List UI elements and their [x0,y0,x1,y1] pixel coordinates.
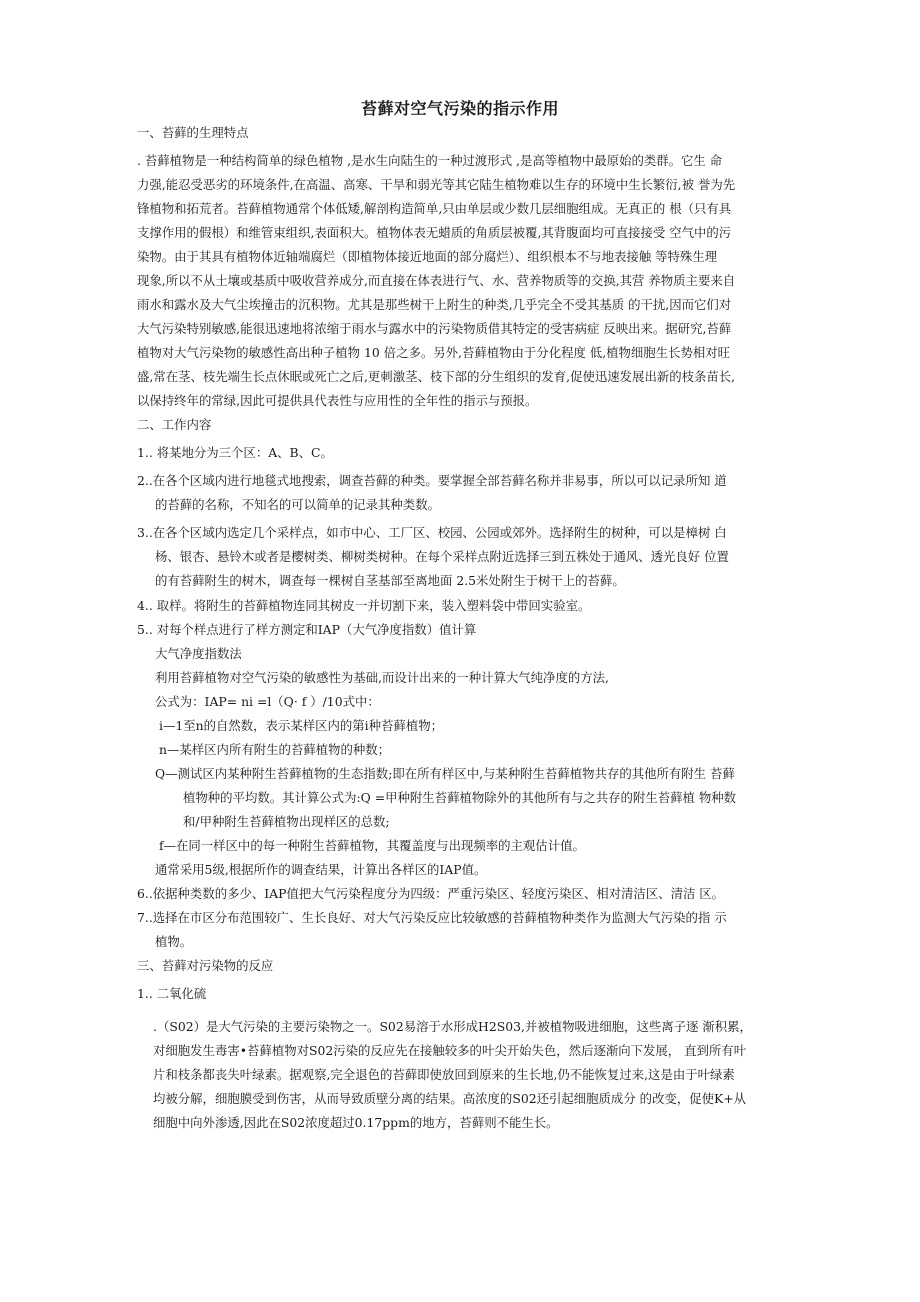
definition-line: n—某样区内所有附生的苔藓植物的种数； [159,742,391,757]
paragraph-line: 片和枝条都丧失叶绿素。据观察,完全退色的苔藓即使放回到原来的生长地,仍不能恢复过来,这是由于叶绿素 [153,1067,735,1082]
list-item: 3..在各个区域内选定几个采样点，如市中心、工厂区、校园、公园或郊外。选择附生的树种，可以是樟树 白 [137,525,727,540]
definition-line: i—1至n的自然数，表示某样区内的第i种苔藓植物； [159,718,443,733]
paragraph-line: 对细胞发生毒害•苔藓植物对S02污染的反应先在接触较多的叶尖开始失色，然后逐渐向下发展， 直到所有叶 [153,1043,747,1058]
paragraph-line: .（S02）是大气污染的主要污染物之一。S02易溶于水形成H2S03,并被植物吸进细胞，这些离子逐 渐积累， [153,1019,752,1034]
list-item-continuation: 的苔藓的名称，不知名的可以简单的记录其种类数。 [155,497,440,512]
definition-line: Q—测试区内某种附生苔藓植物的生态指数;即在所有样区中,与某种附生苔藓植物共存的其他所有附生 苔藓 [155,766,735,781]
list-item-continuation: 植物。 [155,934,193,949]
paragraph-line: 植物对大气污染物的敏感性高出种子植物 10 倍之多。另外,苔藓植物由于分化程度 低,植物细胞生长势相对旺 [137,345,731,360]
definition-continuation: 植物种的平均数。其计算公式为:Q =甲种附生苔藓植物除外的其他所有与之共存的附生苔藓植 物种数 [183,790,736,805]
paragraph-line: 力强,能忍受恶劣的环境条件,在高温、高寒、干旱和弱光等其它陆生植物难以生存的环境中生长繁衍,被 誉为先 [137,177,736,192]
paragraph-line: 以保持终年的常绿,因此可提供具代表性与应用性的全年性的指示与预报。 [137,393,538,408]
paragraph-line: 现象,所以不从土壤或基质中吸收营养成分,而直接在体表进行气、水、营养物质等的交换,其营 养物质主要来自 [137,273,736,288]
paragraph-line: 盛,常在茎、枝先端生长点休眠或死亡之后,更刺激茎、枝下部的分生组织的发育,促使迅速发展出新的枝条苗长, [137,369,736,384]
list-item: 7..选择在市区分布范围较广、生长良好、对大气污染反应比较敏感的苔藓植物种类作为监测大气污染的指 示 [137,910,727,925]
definition-line: f—在同一样区中的每一种附生苔藓植物，其覆盖度与出现频率的主观估计值。 [159,838,585,853]
paragraph-line: 利用苔藓植物对空气污染的敏感性为基础,而设计出来的一种计算大气纯净度的方法, [155,670,609,685]
paragraph-line: . 苔藓植物是一种结构简单的绿色植物 ,是水生向陆生的一种过渡形式 ,是高等植物中最原始的类群。它生 命 [137,153,723,168]
subheading: 大气净度指数法 [155,646,242,661]
list-item: 4.. 取样。将附生的苔藓植物连同其树皮一并切割下来，装入塑料袋中带回实验室。 [137,598,591,613]
list-item: 1.. 二氧化硫 [137,986,207,1001]
section-heading: 三、苔藓对污染物的反应 [137,958,274,973]
list-item: 5.. 对每个样点进行了样方测定和IAP（大气净度指数）值计算 [137,622,477,637]
list-item-continuation: 的有苔藓附生的树木，调查每一棵树自茎基部至离地面 2.5米处附生于树干上的苔藓。 [155,573,625,588]
section-heading: 二、工作内容 [137,417,212,432]
paragraph-line: 通常采用5级,根据所作的调查结果，计算出各样区的IAP值。 [155,862,487,877]
list-item: 1.. 将某地分为三个区：A、B、C。 [137,445,333,460]
list-item: 6..依据种类数的多少、IAP值把大气污染程度分为四级：严重污染区、轻度污染区、相对清洁区、清洁 区。 [137,886,725,901]
paragraph-line: 染物。由于其具有植物体近轴端腐烂（即植物体接近地面的部分腐烂）、组织根本不与地表接触 等特殊生理 [137,249,718,264]
document-title: 苔藓对空气污染的指示作用 [360,99,559,118]
paragraph-line: 雨水和露水及大气尘埃撞击的沉积物。尤其是那些树干上附生的种类,几乎完全不受其基质 的干扰,因而它们对 [137,297,732,312]
list-item-continuation: 杨、银杏、悬铃木或者是樱树类、柳树类树种。在每个采样点附近选择三到五株处于通风、透光良好 位置 [155,549,729,564]
list-item: 2..在各个区域内进行地毯式地搜索，调查苔藓的种类。要掌握全部苔藓名称并非易事，所以可以记录所知 道 [137,473,727,488]
paragraph-line: 均被分解，细胞膜受到伤害，从而导致质壁分离的结果。高浓度的S02还引起细胞质成分 的改变，促使K+从 [153,1091,747,1106]
paragraph-line: 大气污染特别敏感,能很迅速地将浓缩于雨水与露水中的污染物质借其特定的受害病症 反映出来。据研究,苔藓 [137,321,732,336]
paragraph-line: 支撑作用的假根）和维管束组织,表面积大。植物体表无蜡质的角质层被覆,其背腹面均可直接接受 空气中的污 [137,225,732,240]
paragraph-line: 锋植物和拓荒者。苔藓植物通常个体低矮,解剖构造简单,只由单层或少数几层细胞组成。无真正的 根（只有具 [137,201,732,216]
definition-continuation: 和/甲种附生苔藓植物出现样区的总数; [183,814,390,829]
formula-line: 公式为：IAP= ni =l（Q· f ）/10式中： [155,694,380,709]
paragraph-line: 细胞中向外渗透,因此在S02浓度超过0.17ppm的地方，苔藓则不能生长。 [153,1115,559,1130]
section-heading: 一、苔藓的生理特点 [137,125,249,140]
